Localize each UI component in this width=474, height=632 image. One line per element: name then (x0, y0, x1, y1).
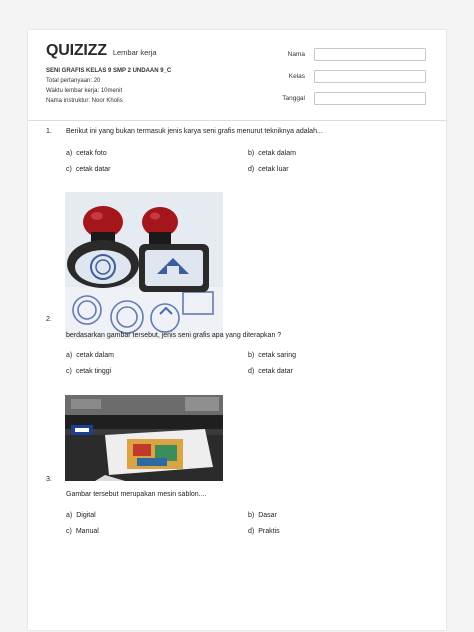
name-field[interactable] (314, 48, 426, 61)
date-field[interactable] (314, 92, 426, 105)
option-d[interactable]: d) Praktis (248, 528, 280, 535)
option-d[interactable]: d) cetak luar (248, 166, 289, 173)
worksheet-time: Waktu lembar kerja: 10menit (46, 88, 123, 94)
name-label: Nama (287, 50, 305, 58)
option-c[interactable]: c) cetak tinggi (66, 368, 112, 375)
question-text: Gambar tersebut merupakan mesin sablon.... (66, 491, 207, 498)
option-b[interactable]: b) cetak saring (248, 352, 296, 359)
question-number: 2. (46, 316, 52, 323)
worksheet-meta (46, 66, 171, 106)
worksheet-label: Lembar kerja (112, 48, 157, 57)
question-text: berdasarkan gambar tersebut, jenis seni grafis apa yang diterapkan ? (66, 332, 282, 339)
student-fields (256, 48, 426, 114)
worksheet-page (28, 30, 446, 630)
question-number: 1. (46, 128, 52, 135)
instructor-name: Nama instruktur: Noor Kholis (46, 98, 123, 104)
option-b[interactable]: b) Dasar (248, 512, 277, 519)
class-label: Kelas (288, 72, 305, 80)
option-b[interactable]: b) cetak dalam (248, 150, 296, 157)
total-questions: Total pertanyaan: 20 (46, 78, 101, 84)
question-text: Berikut ini yang bukan termasuk jenis karya seni grafis menurut tekniknya adalah... (66, 128, 323, 135)
option-a[interactable]: a) cetak foto (66, 150, 107, 157)
option-a[interactable]: a) Digital (66, 512, 96, 519)
option-c[interactable]: c) Manual (66, 528, 99, 535)
date-label: Tanggal (282, 94, 305, 102)
question-number: 3. (46, 476, 52, 483)
option-d[interactable]: d) cetak datar (248, 368, 293, 375)
option-c[interactable]: c) cetak datar (66, 166, 111, 173)
class-field[interactable] (314, 70, 426, 83)
option-a[interactable]: a) cetak dalam (66, 352, 114, 359)
quizizz-logo (46, 42, 157, 60)
header-divider (28, 120, 446, 121)
screen-printing-machine-image (65, 395, 223, 481)
worksheet-title: SENI GRAFIS KELAS 9 SMP 2 UNDAAN 9_C (46, 68, 172, 74)
logo-wordmark: QUIZIZZ (46, 42, 107, 59)
rubber-stamps-image (65, 192, 223, 339)
